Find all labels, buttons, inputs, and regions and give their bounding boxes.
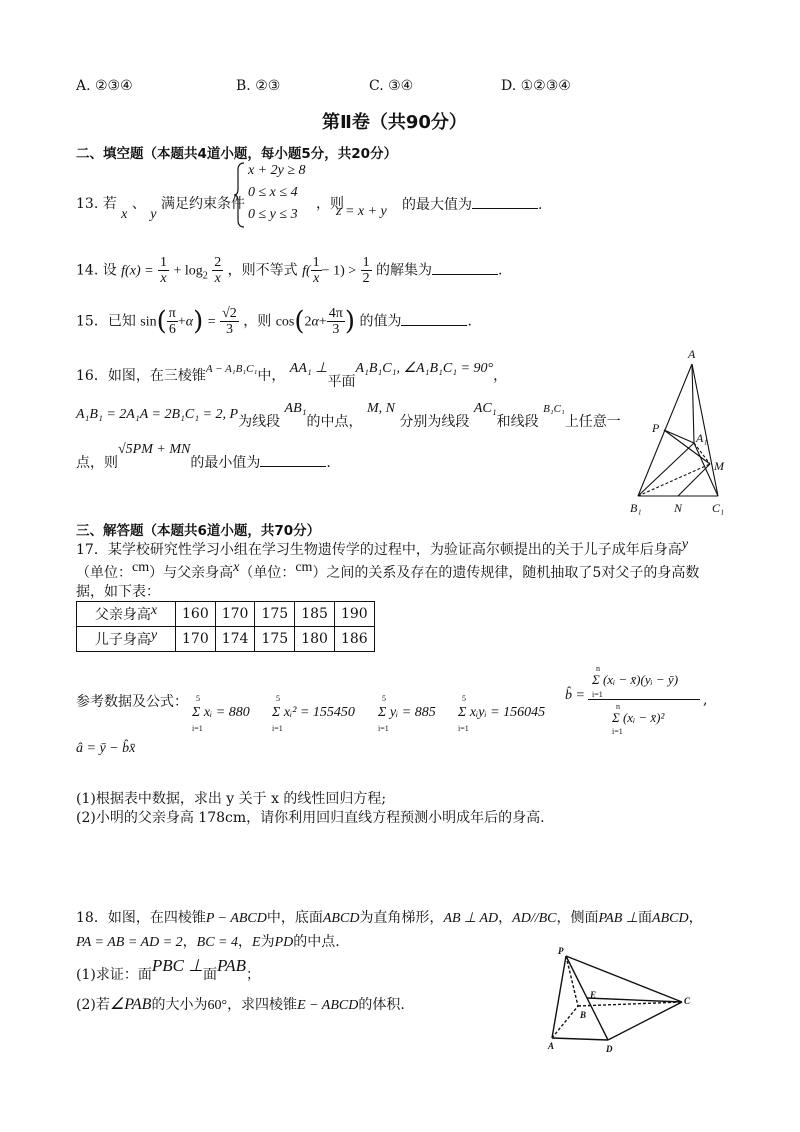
q17-b-num-bot: i=1 xyxy=(592,690,603,699)
q15-frac-4pi3: $\frac{4\pi}{3}$ xyxy=(328,306,343,337)
q18-m1: P − ABCD xyxy=(205,911,267,926)
q18-t12: (1)求证：面 xyxy=(76,967,152,983)
q17-t4: （单位： xyxy=(239,565,296,581)
fig16-label-b1: B₁ xyxy=(630,501,642,515)
q16-m5: AB₁ xyxy=(284,401,307,416)
q15-lead: 15．已知 xyxy=(76,313,136,330)
q13-z: z = x + y xyxy=(336,204,387,219)
table-cell: 175 xyxy=(255,602,295,627)
q16-m2: AA₁ ⊥ xyxy=(289,361,328,376)
q18-t2: 中，底面 xyxy=(266,910,323,926)
q16-t10: 点，则 xyxy=(76,455,118,471)
q17-line1 xyxy=(76,537,689,561)
q16-t11: 的最小值为 xyxy=(190,455,261,471)
q13-brace xyxy=(234,162,246,228)
table-cell xyxy=(77,602,176,627)
q16-answer-blank[interactable] xyxy=(260,452,326,467)
q17-row1-label: 父亲身高 xyxy=(94,607,151,623)
q16-m8: B₁C₁ xyxy=(543,403,565,415)
q17-t2: （单位： xyxy=(76,565,132,581)
q15-tail: 的值为 xyxy=(359,313,402,330)
q17-sum-x-text: Σ xᵢ = 880 xyxy=(192,705,250,720)
q16-t4: ， xyxy=(493,368,508,384)
q17-b-num: Σ (xᵢ − x̄)(yᵢ − ȳ) xyxy=(592,672,679,687)
fig16-label-a1: A₁ xyxy=(696,431,708,445)
q18-m2: ABCD xyxy=(322,911,360,926)
q17-cm2: cm xyxy=(295,560,313,575)
fig16-label-c1: C₁ xyxy=(712,501,725,515)
q18-m8: BC = 4 xyxy=(196,935,238,950)
q17-b-den-top: n xyxy=(616,702,620,711)
q16-line1 xyxy=(76,361,508,390)
table-cell: 174 xyxy=(215,627,255,652)
q13-constraint-1: x + 2y ≥ 8 xyxy=(248,163,306,178)
q17-sum-xy-text: Σ xᵢyᵢ = 156045 xyxy=(458,705,546,720)
q17-sum-x2-text: Σ xᵢ² = 155450 xyxy=(272,705,355,720)
q17-line3: 据，如下表： xyxy=(76,584,160,600)
q18-m4: AD//BC xyxy=(512,911,557,926)
fig16-label-p: P xyxy=(652,421,660,435)
q17-row2-label: 儿子身高 xyxy=(94,632,151,648)
q18-m9: E xyxy=(252,935,261,950)
q18-m3: AB ⊥ AD xyxy=(443,911,499,926)
table-row xyxy=(77,627,375,652)
table-cell: 170 xyxy=(215,602,255,627)
q14-lead: 14. 设 xyxy=(76,262,117,279)
q18-m10: PD xyxy=(274,935,294,950)
q16-t1: 16．如图，在三棱锥 xyxy=(76,368,206,384)
fig16-label-a: A xyxy=(688,347,696,361)
q16-t8: 和线段 xyxy=(496,414,539,430)
fig18-label-c: C xyxy=(684,996,691,1006)
q13 xyxy=(76,194,245,222)
q18-t17: ，求四棱锥 xyxy=(227,997,298,1013)
q16-m1: A − A₁B₁C₁ xyxy=(205,363,258,375)
q15-eq: = xyxy=(207,314,216,330)
q13-then: ，则 xyxy=(316,196,344,212)
q17-sum-x2-top: 5 xyxy=(276,694,280,703)
q16-line3 xyxy=(76,442,331,471)
fig18-label-d: D xyxy=(606,1044,613,1054)
q18-t14: ； xyxy=(245,967,260,983)
q14-frac-half: $\frac{1}{2}$ xyxy=(362,255,370,286)
table-cell: 170 xyxy=(176,627,216,652)
table-cell: 180 xyxy=(295,627,335,652)
q18-m7: PA = AB = AD = 2 xyxy=(76,935,183,950)
q18-t9: ， xyxy=(238,934,252,950)
option-b: B. ②③ xyxy=(236,78,281,94)
q16-m9: √5PM + MN xyxy=(118,442,191,457)
q17-t3: ）与父亲身高 xyxy=(149,565,234,581)
q18-t5: ，侧面 xyxy=(556,910,599,926)
q14: 14. 设 f(x) = $\frac{1}{x}$ + $\log_2$ $\frac{2}{x}$ ，则不等式 f( $\frac{1}{x}$ − 1) > $\frac{1}{2}$ 的解集为 . xyxy=(76,255,503,286)
q17-b-den-bot: i=1 xyxy=(612,727,623,736)
q14-plus-log: + log xyxy=(173,263,203,279)
q18-m6: ABCD xyxy=(652,911,689,926)
q17-bhat: b̂ = xyxy=(565,688,585,703)
q17-t5: ）之间的关系及存在的遗传规律，随机抽取了5对父子的身高数 xyxy=(312,565,700,581)
q17-line2 xyxy=(76,560,700,584)
q17-part1: (1)根据表中数据，求出 y 关于 x 的线性回归方程; xyxy=(76,791,387,807)
table-cell: 185 xyxy=(295,602,335,627)
q18-part2 xyxy=(76,995,405,1016)
q17-sum-y-text: Σ yᵢ = 885 xyxy=(378,705,436,720)
q15-frac-pi6: $\frac{\pi}{6}$ xyxy=(168,306,176,337)
q16-t2: 中， xyxy=(257,368,286,384)
fig16-label-n: N xyxy=(674,501,683,515)
q16-t3: 平面 xyxy=(327,374,356,390)
table-cell: 186 xyxy=(334,627,374,652)
q15-frac-sqrt2-3: $\frac{√2}{3}$ xyxy=(222,306,237,337)
q13-mid: 满足约束条件 xyxy=(160,196,245,212)
q14-frac-1x-b: $\frac{1}{x}$ xyxy=(312,255,320,286)
q18-t11: 的中点. xyxy=(293,934,340,950)
q17-sum-xy-bot: i=1 xyxy=(458,724,469,733)
section2-header: 二、填空题（本题共4道小题，每小题5分，共20分） xyxy=(76,146,398,162)
q18-t6: 面 xyxy=(638,910,653,926)
q18-m12: PAB xyxy=(217,956,246,975)
option-a: A. ②③④ xyxy=(76,78,133,94)
q18-t18: 的体积. xyxy=(358,997,405,1013)
table-row xyxy=(77,602,375,627)
q18-m5: PAB ⊥ xyxy=(598,911,639,926)
q13-answer-blank[interactable] xyxy=(472,194,538,209)
fig18-label-p: P xyxy=(558,946,564,956)
q13-lead: 13. 若 xyxy=(76,196,117,212)
q17-sum-x-top: 5 xyxy=(196,694,200,703)
q18-m13: ∠PAB xyxy=(109,996,152,1013)
q17-sum-xy-top: 5 xyxy=(462,694,466,703)
q16-t5: 为线段 xyxy=(238,414,281,430)
table-cell: 160 xyxy=(176,602,216,627)
q17-b-fraction-bar xyxy=(588,699,700,700)
q17-cm1: cm xyxy=(132,560,150,575)
q16-t6: 的中点， xyxy=(306,414,363,430)
fig18-label-b: B xyxy=(580,1010,587,1020)
fig16-label-m: M xyxy=(714,459,724,473)
q18-t8: ， xyxy=(182,934,197,950)
q13-sep: 、 xyxy=(131,196,146,212)
q14-frac-2x: $\frac{2}{x}$ xyxy=(214,255,222,286)
q14-log-base: 2 xyxy=(202,270,208,282)
table-cell: 175 xyxy=(255,627,295,652)
q14-answer-blank[interactable] xyxy=(432,260,498,275)
option-d: D. ①②③④ xyxy=(501,78,571,94)
q17-sum-y-top: 5 xyxy=(382,694,386,703)
q16-m3: A₁B₁C₁, ∠A₁B₁C₁ = 90° xyxy=(355,361,494,376)
q18-t7: ， xyxy=(688,910,703,926)
q15-sin: sin xyxy=(140,314,157,330)
section3-header: 三、解答题（本题共6道小题，共70分） xyxy=(76,523,321,539)
q18-t10: 为 xyxy=(260,934,275,950)
q16-m6: M, N xyxy=(366,401,395,416)
q18-m15: E − ABCD xyxy=(297,998,359,1013)
q15: 15．已知 sin( $\frac{\pi}{6}$ +α) = $\frac{√2}{3}$ ，则 cos(2α+ $\frac{4\pi}{3}$ ) 的值为 . xyxy=(76,306,472,337)
q16-t9: 上任意一 xyxy=(564,414,621,430)
q17-sum-x2-bot: i=1 xyxy=(272,724,283,733)
q17-sum-x-bot: i=1 xyxy=(192,724,203,733)
q18-part1 xyxy=(76,956,260,985)
q18-figure xyxy=(540,944,700,1056)
q17-ref-label: 参考数据及公式： xyxy=(76,694,188,710)
q17-b-num-top: n xyxy=(596,664,600,673)
fig18-label-e: E xyxy=(590,990,597,1000)
table-cell: 190 xyxy=(334,602,374,627)
q16-line2 xyxy=(76,401,621,430)
q17-comma: , xyxy=(703,692,708,708)
q14-tail: 的解集为 xyxy=(376,262,433,279)
q17-row1-var: x xyxy=(150,603,158,618)
q18-t13: 面 xyxy=(203,967,218,983)
q17-ahat: â = ȳ − b̂x̄ xyxy=(76,741,136,756)
q13-constraint-2: 0 ≤ x ≤ 4 xyxy=(248,185,298,200)
q13-y: y xyxy=(150,207,157,222)
q18-t4: ， xyxy=(498,910,513,926)
q18-t3: 为直角梯形， xyxy=(359,910,444,926)
q14-ineq2: − 1) > xyxy=(321,263,357,279)
q18-t15: (2)若 xyxy=(76,997,110,1013)
q15-mid: ，则 xyxy=(243,313,272,330)
q16-t12: . xyxy=(326,455,331,471)
q17-part2: (2)小明的父亲身高 178cm，请你利用回归直线方程预测小明成年后的身高. xyxy=(76,810,545,826)
q16-m7: AC₁ xyxy=(473,401,497,416)
q16-figure xyxy=(620,346,740,516)
q17-sum-y-bot: i=1 xyxy=(378,724,389,733)
q17-b-den: Σ (xᵢ − x̄)² xyxy=(612,710,665,725)
q17-t1: 17．某学校研究性学习小组在学习生物遗传学的过程中，为验证高尔顿提出的关于儿子成年后身高 xyxy=(76,542,682,558)
q13-x: x xyxy=(121,207,128,222)
q13-tail: 的最大值为 . xyxy=(402,194,542,215)
q14-frac-1x: $\frac{1}{x}$ xyxy=(160,255,167,286)
q15-answer-blank[interactable] xyxy=(401,311,467,326)
q17-y: y xyxy=(681,537,689,552)
q18-m11: PBC ⊥ xyxy=(151,956,204,975)
q17-row2-var: y xyxy=(150,628,158,643)
q14-mid: ，则不等式 xyxy=(227,262,298,279)
q14-ineq: f( xyxy=(302,263,311,279)
q17-table xyxy=(76,601,375,652)
q18-line1 xyxy=(76,908,703,929)
q18-line2 xyxy=(76,932,340,953)
q13-tail-text: 的最大值为 xyxy=(402,197,472,213)
table-cell xyxy=(77,627,176,652)
q17-x: x xyxy=(233,560,240,575)
fig18-label-a: A xyxy=(548,1041,555,1051)
q18-m14: 60° xyxy=(207,998,228,1013)
q14-f: f(x) = xyxy=(121,263,154,279)
q15-cos: cos xyxy=(275,314,295,330)
q13-constraint-3: 0 ≤ y ≤ 3 xyxy=(248,207,298,222)
q18-t16: 的大小为 xyxy=(151,997,208,1013)
q16-t7: 分别为线段 xyxy=(399,414,470,430)
q18-t1: 18．如图，在四棱锥 xyxy=(76,910,206,926)
option-c: C. ③④ xyxy=(369,78,414,94)
part2-title: 第Ⅱ卷（共90分） xyxy=(322,112,467,133)
q16-m4: A₁B₁ = 2A₁A = 2B₁C₁ = 2, P xyxy=(76,407,239,422)
